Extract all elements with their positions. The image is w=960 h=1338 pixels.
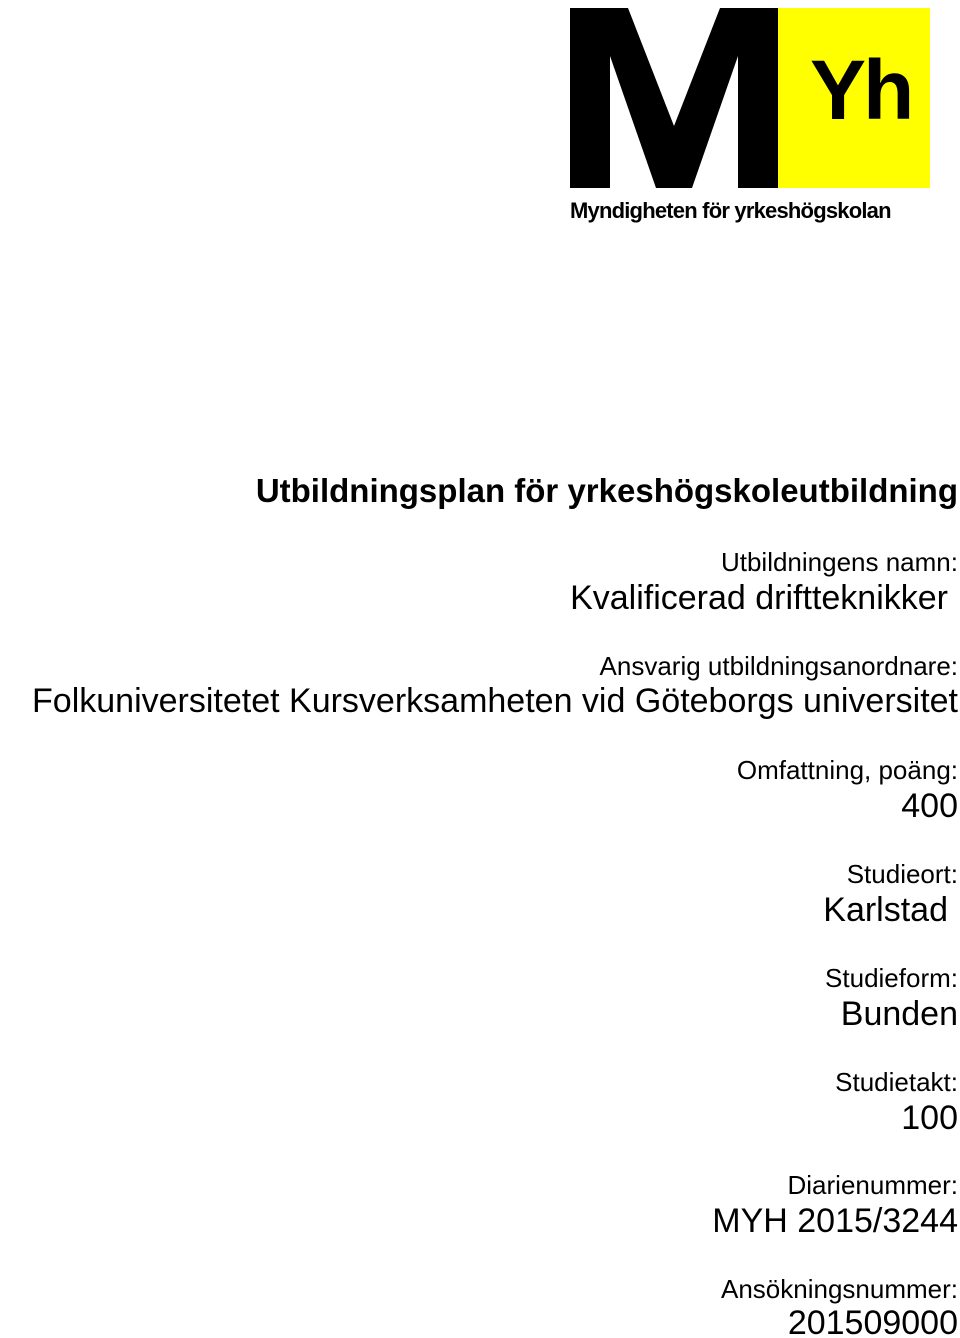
scope-value: 400 — [901, 787, 958, 825]
logo-letter-m — [570, 8, 780, 190]
logo-m-shape — [570, 8, 778, 188]
scope-label: Omfattning, poäng: — [736, 755, 958, 785]
logo-tagline: Myndigheten för yrkeshögskolan — [570, 198, 891, 223]
registry-number-value: MYH 2015/3244 — [712, 1202, 958, 1240]
study-pace-label: Studietakt: — [835, 1067, 958, 1097]
document-title: Utbildningsplan för yrkeshögskoleutbildning — [255, 472, 958, 509]
study-form-value: Bunden — [840, 995, 958, 1033]
logo-box-text: Yh — [810, 43, 912, 137]
location-value: Karlstad — [823, 891, 948, 929]
study-pace-value: 100 — [901, 1099, 958, 1137]
organizer-value: Folkuniversitetet Kursverksamheten vid Göteborgs universitet — [32, 682, 958, 720]
education-name-label: Utbildningens namn: — [720, 547, 958, 577]
registry-number-label: Diarienummer: — [787, 1170, 958, 1200]
organizer-label: Ansvarig utbildningsanordnare: — [599, 651, 958, 681]
myh-logo — [570, 8, 960, 228]
application-number-label: Ansökningsnummer: — [721, 1274, 958, 1304]
study-form-label: Studieform: — [825, 963, 958, 993]
education-name-value: Kvalificerad driftteknikker — [570, 579, 948, 617]
location-label: Studieort: — [846, 859, 958, 889]
application-number-value: 201509000 — [787, 1304, 958, 1338]
